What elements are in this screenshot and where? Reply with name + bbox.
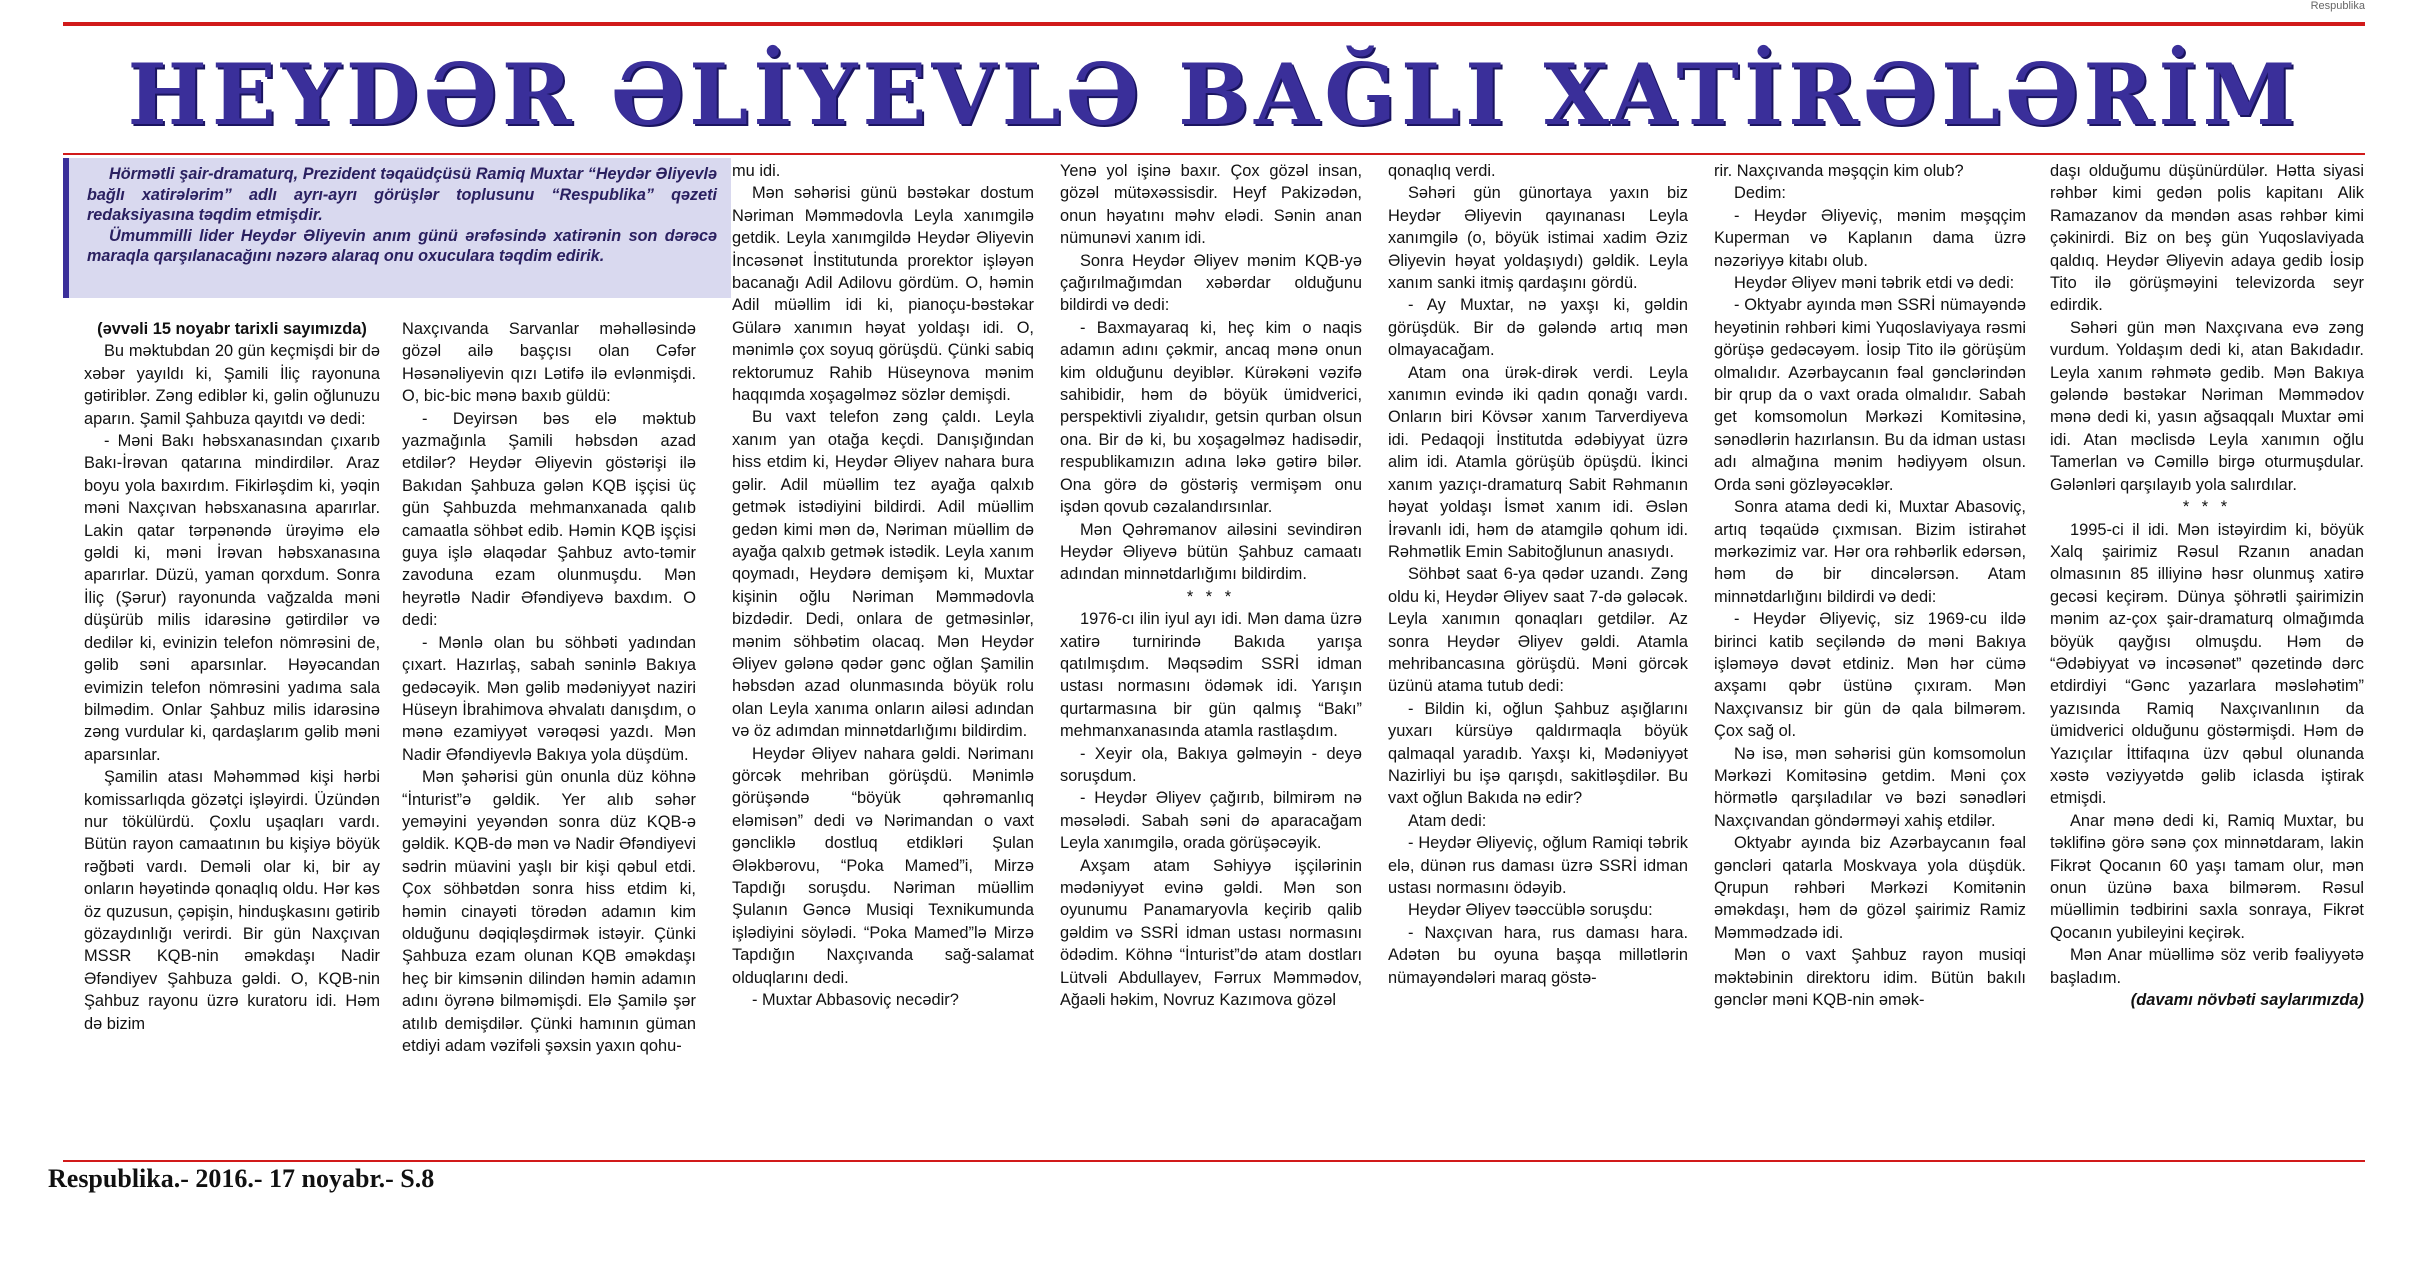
paragraph: Axşam atam Səhiyyə işçilərinin mədəniyyət evinə gəldi. Mən son oyunumu Panamaryovla keçirib qalib gəldim və SSRİ idman ustası normasını ödədim. Köhnə “İnturist”də atam dostları Lütvəli Abdullayev, Fərrux Məmmədov, Ağaəli həkim, Novruz Kazımova gözəl: [1060, 856, 1362, 1010]
paragraph: Nə isə, mən səhərisi gün komsomolun Mərkəzi Komitəsinə getdim. Məni çox hörmətlə qarşıladılar və bəzi sənədləri Naxçıvandan göndərməyi xahiş etdilər.: [1714, 744, 2026, 830]
paragraph: daşı olduğumu düşünürdülər. Hətta siyasi rəhbər kimi gedən polis kapitanı Alik Ramazanov da məndən asas rəhbər kimi çəkinirdi. Biz on beş gün Yuqoslaviyada qaldıq. Heydər Əliyevin adaya gedib İosip Tito ilə görüşməyini televizorda seyr edirdik.: [2050, 162, 2364, 315]
text-column-1: [84, 318, 380, 1158]
text-column-7: [2050, 160, 2364, 1160]
paragraph: - Xeyir ola, Bakıya gəlməyin - deyə soruşdum.: [1060, 744, 1362, 785]
paragraph: - Məni Bakı həbsxanasından çıxarıb Bakı-İrəvan qatarına mindirdilər. Araz boyu yola baxırdım. Fikirləşdim ki, yəqin məni Naxçıvan həbsxanasına aparırlar. Lakin qatar tərpənəndə ürəyimə elə gəldi ki, məni İrəvan həbsxanasına aparırlar. Düzü, yaman qorxdum. Sonra İliç (Şərur) rayonunda vağzalda məni düşürüb milis idarəsinə gətirdilər və dedilər ki, evinizin telefon nömrəsini de, gəlib səni aparsınlar. Həyəcandan evimizin telefon nömrəsini yadıma sala bilmədim. Onlar Şahbuz milis idarəsinə zəng vurdular ki, qardaşlarım gəlib məni aparsınlar.: [84, 432, 380, 764]
text-column-4: [1060, 160, 1362, 1160]
paragraph: - Heydər Əliyeviç, siz 1969-cu ildə birinci katib seçiləndə də məni Bakıya işləməyə dəvət etdiniz. Mən hər cümə axşamı qəbr üstünə çıxıram. Mən Naxçıvansız bir gün də qala bilmərəm. Çox sağ ol.: [1714, 610, 2026, 741]
paragraph: Heydər Əliyev məni təbrik etdi və dedi:: [1734, 274, 2015, 293]
paragraph: - Heydər Əliyeviç, oğlum Ramiqi təbrik elə, dünən rus daması üzrə SSRİ idman ustası normasını ödəyib.: [1388, 834, 1688, 897]
paragraph: mu idi.: [732, 162, 781, 180]
paragraph: Şamilin atası Məhəmməd kişi hərbi komissarlıqda gözətçi işləyirdi. Üzündən nur tökülürdü. Çoxlu uşaqları vardı. Bütün rayon camaatının bu kişiyə böyük rəğbəti vardı. Deməli olar ki, bir ay onların həyətində qonaqlıq oldu. Hər kəs öz quzusun, çəpişin, hinduşkasını gətirib gözaydınlığı verirdi. Bir gün Naxçıvan MSSR KQB-nin əməkdaşı Nadir Əfəndiyev Şahbuza gəldi. O, KQB-nin Şahbuz rayonu üzrə kuratoru idi. Həm də bizim: [84, 768, 380, 1033]
paragraph: Yenə yol işinə baxır. Çox gözəl insan, gözəl mütəxəssisdir. Heyf Pakizədən, onun həyatını məhv elədi. Sənin anan nümunəvi xanım idi.: [1060, 162, 1362, 248]
paragraph: - Deyirsən bəs elə məktub yazmağınla Şamili həbsdən azad etdilər? Heydər Əliyevin göstərişi ilə Bakıdan Şahbuza gələn KQB işçisi üç gün Şahbuzda mehmanxanada qalıb camaatla söhbət edib. Həmin KQB işçisi guya işlə əlaqədar Şahbuz avto-təmir zavoduna ezam olunmuşdu. Mən heyrətlə Nadir Əfəndiyevə baxdım. O dedi:: [402, 409, 696, 630]
paragraph: Anar mənə dedi ki, Ramiq Muxtar, bu təklifinə görə sənə çox minnətdaram, lakin Fikrət Qocanın 60 yaşı tamam olur, mən onun üzünə baxa bilmərəm. Rəsul müəllimin tədbirini saxla sonraya, Fikrət Qocanın yubileyini keçirək.: [2050, 811, 2364, 942]
paragraph: Atam ona ürək-dirək verdi. Leyla xanımın evində iki qadın qonağı vardı. Onların biri Kövsər xanım Tarverdiyeva idi. Pedaqoji İnstitutda ədəbiyyat üzrə alim idi. Atamla görüşüb öpüşdü. İkinci xanım yazıçı-dramaturq Sabit Rəhmanın həyat yoldaşı İsmət xanım idi. Əslən İrəvanlı idi, həm də atamgilə qohum idi. Rəhmətlik Emin Sabitoğlunun anasıydı.: [1388, 363, 1688, 561]
section-separator: * * *: [2182, 498, 2232, 517]
paragraph: rir. Naxçıvanda məşqçin kim olub?: [1714, 162, 1964, 180]
paragraph: Mən Anar müəllimə söz verib fəaliyyətə başladım.: [2050, 946, 2364, 987]
top-rule: [63, 22, 2365, 26]
paragraph: Bu vaxt telefon zəng çaldı. Leyla xanım yan otağa keçdi. Danışığından hiss etdim ki, Heydər Əliyev nahara bura gəlir. Adil müəllim tez ayağa qalxıb getmək istədiyini bildirdi. Adil müəllim gedən kimi mən də, Nəriman müəllim də ayağa qalxıb getmək istədik. Leyla xanım qoymadı, Heydərə demişəm ki, Muxtar kişinin oğlu Nəriman Məmmədovla bizdədir. Dedi, onlara de getməsinlər, mənim söhbətim olacaq. Mən Heydər Əliyev gələnə qədər gənc oğlan Şamilin həbsdən azad olunmasında böyük rolu olan Leyla xanıma onların ailəsi adından və öz adımdan minnətdarlığımı bildirdim.: [732, 408, 1034, 741]
paragraph: Heydər Əliyev nahara gəldi. Nərimanı görcək mehriban görüşdü. Mənimlə görüşəndə “böyük qəhrəmanlıq eləmisən” dedi və Nərimandan o vaxt gəncliklə dostluq etdikləri Şulan Ələkbərovu, “Poka Mamed”i, Mirzə Tapdığı soruşdu. Nəriman müəllim Şulanın Gəncə Musiqi Texnikumunda işlədiyini söylədi. “Poka Mamed”lə Mirzə Tapdığın Naxçıvanda sağ-salamat olduqlarını dedi.: [732, 744, 1034, 987]
paragraph: Bu məktubdan 20 gün keçmişdi bir də xəbər yayıldı ki, Şamili İliç rayonuna gətiriblər. Zəng ediblər ki, gəlin oğlunuzu aparın. Şamil Şahbuza qayıtdı və dedi:: [84, 342, 380, 428]
intro-box: [63, 158, 731, 298]
paragraph: Naxçıvanda Sarvanlar məhəlləsində gözəl ailə başçısı olan Cəfər Həsənəliyevin qızı Lətifə ilə evlənmişdi. O, bic-bic mənə baxıb güldü:: [402, 320, 696, 406]
paragraph: Mən o vaxt Şahbuz rayon musiqi məktəbinin direktoru idim. Bütün bakılı gənclər məni KQB-nin əmək-: [1714, 946, 2026, 1010]
bottom-rule: [63, 1160, 2365, 1162]
continuation-note: (davamı növbəti saylarımızda): [2130, 991, 2364, 1010]
source-citation: Respublika.- 2016.- 17 noyabr.- S.8: [48, 1164, 435, 1193]
paragraph: Sonra atama dedi ki, Muxtar Abasoviç, artıq təqaüdə çıxmısan. Bizim istirahət mərkəzimiz var. Hər ora rəhbərlik edərsən, həm də bir dincələrsən. Atam minnətdarlığını bildirdi və dedi:: [1714, 498, 2026, 606]
paragraph: Heydər Əliyev təəccüblə soruşdu:: [1408, 901, 1653, 920]
paragraph: Səhəri gün mən Naxçıvana evə zəng vurdum. Yoldaşım dedi ki, atan Bakıdadır. Leyla xanım rəhmətə gedib. Mən Bakıya gələndə bəstəkar Nəriman Məmmədov mənə dedi ki, yasın ağsaqqalı Muxtar əmi idi. Atan məclisdə Leyla xanımın oğlu Tamerlan və Cəmillə birgə oturmuşdular. Gələnləri qarşılayıb yola salırdılar.: [2050, 318, 2364, 494]
section-separator: * * *: [1186, 587, 1236, 606]
paragraph: - Mənlə olan bu söhbəti yadından çıxart. Hazırlaş, sabah səninlə Bakıya gedəcəyik. Mən gəlib mədəniyyət naziri Hüseyn İbrahimova əhvalatı danışdım, o mənə ezamiyyət vərəqəsi yazdı. Mən Nadir Əfəndiyevlə Bakıya yola düşdüm.: [402, 633, 696, 764]
paragraph: - Heydər Əliyev çağırıb, bilmirəm nə məsələdi. Sabah səni də aparacağam Leyla xanımgilə, orada görüşəcəyik.: [1060, 789, 1362, 853]
paragraph: - Oktyabr ayında mən SSRİ nümayəndə heyətinin rəhbəri kimi Yuqoslaviyaya rəsmi görüşə gedəcəyəm. İosip Tito ilə görüşüm olmalıdır. Azərbaycanın fəal gənclərindən bir qrup da o vaxt orada olmalıdır. Sabah get komsomolun Mərkəzi Komitəsinə, sənədlərin hazırlansın. Bu da idman ustası adı almağına mənim hədiyyəm olsun. Orda səni gözləyəcəklər.: [1714, 296, 2026, 494]
paragraph: Atam dedi:: [1408, 811, 1487, 830]
corner-label: Respublika: [2310, 0, 2365, 12]
text-column-2: [402, 318, 696, 1158]
paragraph: Mən şəhərisi gün onunla düz köhnə “İnturist”ə gəldik. Yer alıb səhər yeməyini yeyəndən sonra düz KQB-ə gəldik. KQB-də mən və Nadir Əfəndiyevi sədrin müavini yaşlı bir kişi qəbul etdi. Çox söhbətdən sonra hiss etdim ki, həmin cinayəti törədən adamın kim olduğunu dəqiqləşdirmək istəyir. Çünki Şahbuza ezam olunan KQB əməkdaşı heç bir kimsənin dilindən həmin adamın adını öyrənə bilməmişdi. Elə Şamilə şər atılıb demişdilər. Çünki hamının güman etdiyi adam vəzifəli şəxsin yaxın qohu-: [402, 768, 696, 1055]
paragraph: 1995-ci il idi. Mən istəyirdim ki, böyük Xalq şairimiz Rəsul Rzanın anadan olmasının 85 illiyinə həsr olunmuş xatirə gecəsi keçirəm. Dünya şöhrətli şairimizin mənim az-çox şair-dramaturq olmağımda böyük qayğısı olmuşdu. Həm də “Ədəbiyyat və incəsənət” qəzetində dərc etdirdiyi “Gənc yazarlara məsləhətim” yazısında Ramiq Naxçıvanlının da ümidverici olduğunu göstərmişdi. Həm də Yazıçılar İttifaqına üzv qəbul olunanda xəstə vəziyyətdə gəlib iclasda iştirak etmişdi.: [2050, 520, 2364, 808]
paragraph: - Ay Muxtar, nə yaxşı ki, gəldin görüşdük. Bir də gələndə artıq mən olmayacağam.: [1388, 296, 1688, 360]
paragraph: Oktyabr ayında biz Azərbaycanın fəal gəncləri qatarla Moskvaya yola düşdük. Qrupun rəhbəri Mərkəzi Komitənin əməkdaşı, həm də gözəl şairimiz Ramiz Məmmədzadə idi.: [1714, 834, 2026, 942]
paragraph: - Bildin ki, oğlun Şahbuz aşığlarını yuxarı kürsüyə qaldırmaqla böyük qalmaqal yaradıb. Yaxşı ki, Mədəniyyət Nazirliyi bu işə qarışdı, sakitləşdilər. Bu vaxt oğlun Bakıda nə edir?: [1388, 699, 1688, 808]
paragraph: Dedim:: [1734, 184, 1786, 203]
paragraph: - Baxmayaraq ki, heç kim o naqis adamın adını çəkmir, ancaq mənə onun kim olduğunu deyiblər. Kürəkəni vəzifə sahibidir, həm də böyük ümidverici, perspektivli ziyalıdır, getsin qurban olsun ona. Bir də ki, bu xoşagəlməz hadisədir, respublikamızın adına ləkə gətirə bilər. Ona görə də göstəriş vermişəm onu işdən qovub cəzalandırsınlar.: [1060, 318, 1362, 517]
intro-paragraph: Hörmətli şair-dramaturq, Prezident təqaüdçüsü Ramiq Muxtar “Heydər Əliyevlə bağlı xatirələrim” adlı ayrı-ayrı görüşlər toplusunu “Respublika” qəzeti redaksiyasına təqdim etmişdir.: [87, 165, 717, 225]
paragraph: Sonra Heydər Əliyev mənim KQB-yə çağırılmağımdan xəbərdar olduğunu bildirdi və dedi:: [1060, 251, 1362, 315]
paragraph: Səhəri gün günortaya yaxın biz Heydər Əliyevin qayınanası Leyla xanımgilə (o, böyük istimai xadim Əziz Əliyevin həyat yoldaşıydı) gəldik. Leyla xanım sanki itmiş qardaşını gördü.: [1388, 184, 1688, 293]
headline-rule: [63, 153, 2365, 155]
paragraph: 1976-cı ilin iyul ayı idi. Mən dama üzrə xatirə turnirində Bakıda yarışa qatılmışdım. Məqsədim SSRİ idman ustası normasını ödəmək idi. Yarışın qurtarmasına bir gün qalmış “Bakı” mehmanxanasında atamla rastlaşdım.: [1060, 610, 1362, 741]
paragraph: qonaqlıq verdi.: [1388, 162, 1496, 180]
intro-paragraph: Ümummilli lider Heydər Əliyevin anım günü ərəfəsində xatirənin son dərəcə maraqla qarşılanacağını nəzərə alaraq onu oxuculara təqdim edirik.: [87, 226, 717, 266]
text-column-6: [1714, 160, 2026, 1160]
continued-from-note: (əvvəli 15 noyabr tarixli sayımızda): [97, 320, 367, 338]
paragraph: - Naxçıvan hara, rus daması hara. Adətən bu oyuna başqa millətlərin nümayəndələri maraq göstə-: [1388, 923, 1688, 987]
paragraph: Mən səhərisi günü bəstəkar dostum Nəriman Məmmədovla Leyla xanımgilə getdik. Leyla xanımgildə Heydər Əliyevin İncəsənət İnstitutunda prorektor işləyən bacanağı Adil Adilovu gördüm. O, həmin Adil müəllim idi ki, pianoçu-bəstəkar Gülarə xanımın həyat yoldaşı idi. O, mənimlə çox soyuq görüşdü. Çünki sabiq rektorumuz Rahib Hüseynova mənim haqqımda xoşagəlməz sözlər demişdi.: [732, 184, 1034, 405]
text-column-5: [1388, 160, 1688, 1160]
headline: HEYDƏR ƏLİYEVLƏ BAĞLI XATİRƏLƏRİM: [127, 45, 2301, 144]
text-column-3: [732, 160, 1034, 1160]
paragraph: - Muxtar Abbasoviç necədir?: [752, 991, 959, 1010]
paragraph: Mən Qəhrəmanov ailəsini sevindirən Heydər Əliyevə bütün Şahbuz camaatı adından minnətdarlığımı bildirdim.: [1060, 520, 1362, 584]
paragraph: Söhbət saat 6-ya qədər uzandı. Zəng oldu ki, Heydər Əliyev saat 7-də gələcək. Leyla xanımın qonaqları getdilər. Az sonra Heydər Əliyev gəldi. Atamla mehribancasına görüşdü. Məni görcək üzünü atama tutub dedi:: [1388, 565, 1688, 696]
paragraph: - Heydər Əliyeviç, mənim məşqçim Kuperman və Kaplanın dama üzrə nəzəriyyə kitabı olub.: [1714, 206, 2026, 270]
